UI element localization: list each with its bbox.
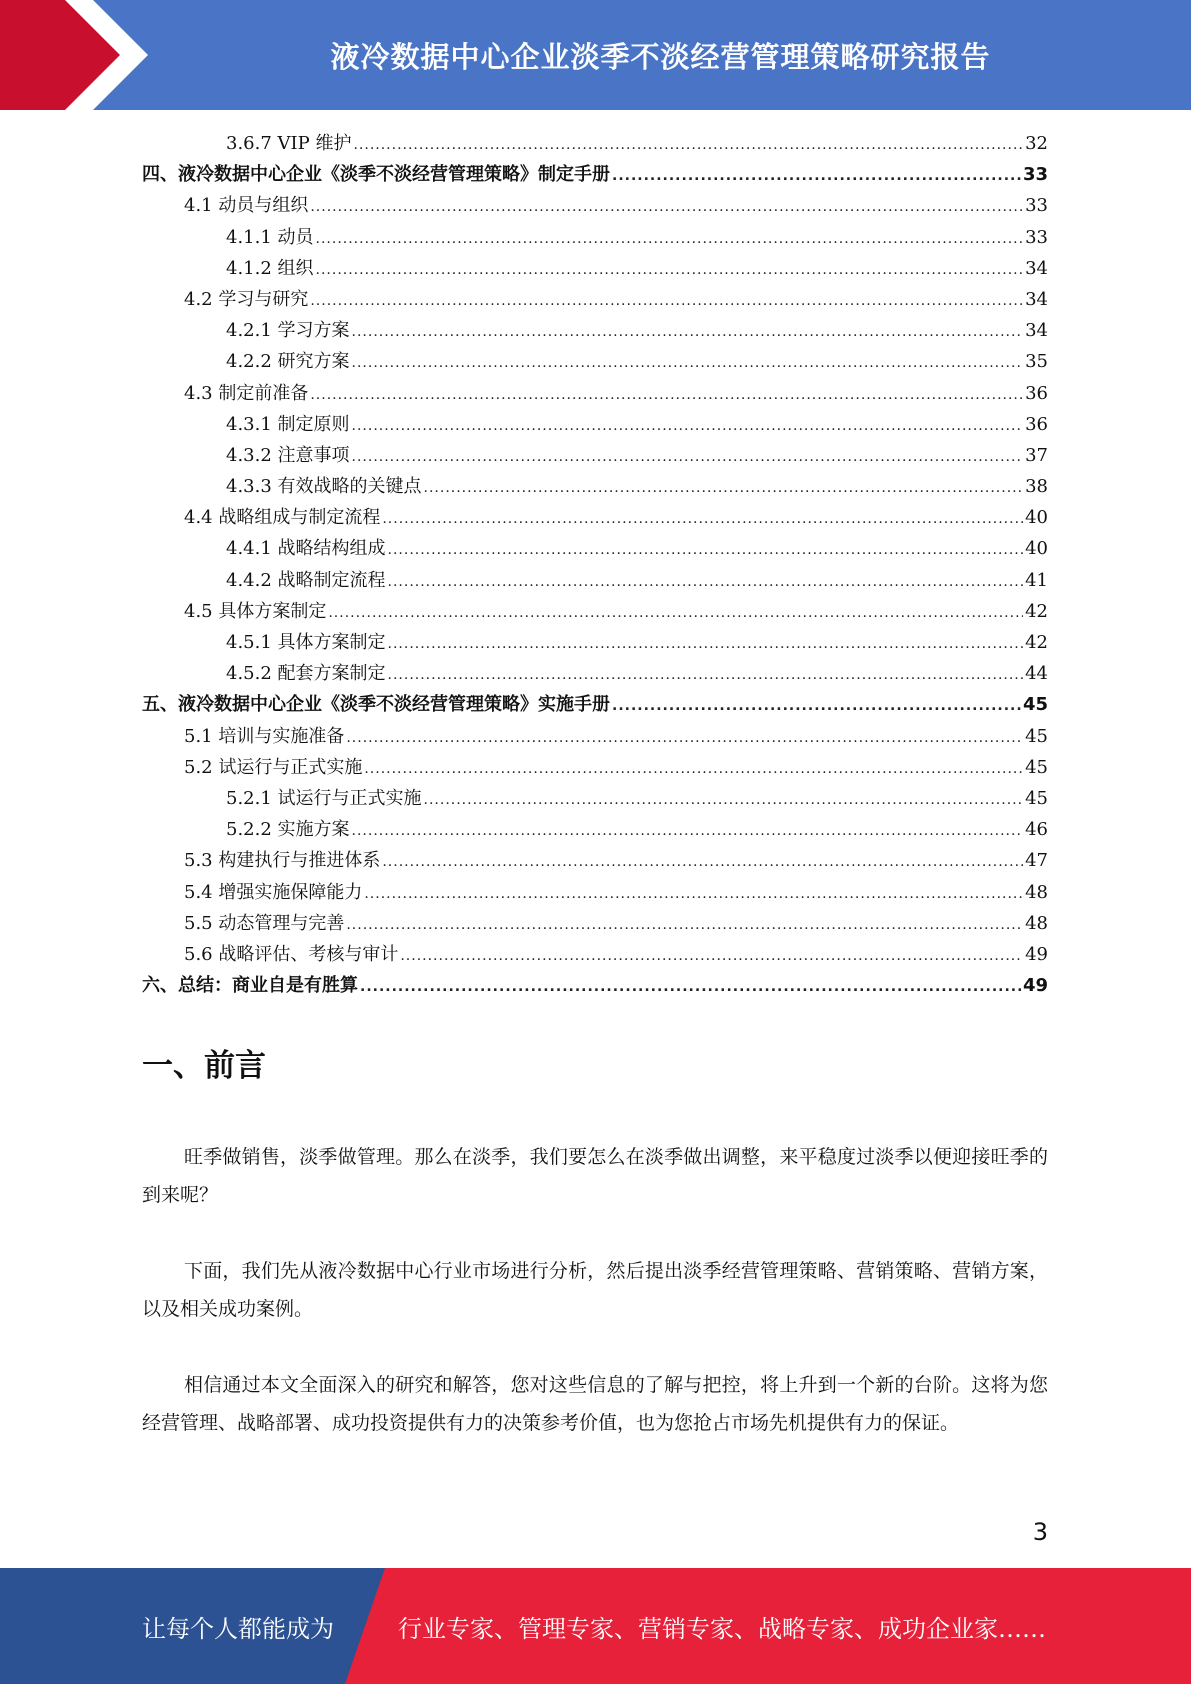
toc-leader-dots bbox=[310, 380, 1023, 411]
toc-entry-label: 5.2.2 实施方案 bbox=[226, 819, 350, 841]
toc-leader-dots bbox=[364, 879, 1023, 910]
toc-entry-label: 5.2 试运行与正式实施 bbox=[184, 756, 363, 778]
toc-leader-dots bbox=[388, 629, 1024, 660]
toc-entry[interactable] bbox=[142, 814, 1048, 845]
toc-entry[interactable] bbox=[142, 752, 1048, 783]
toc-leader-dots bbox=[388, 567, 1024, 598]
page-footer bbox=[0, 1568, 1191, 1684]
toc-entry[interactable] bbox=[142, 471, 1048, 502]
toc-entry[interactable] bbox=[142, 253, 1048, 284]
toc-entry-label: 4.1.1 动员 bbox=[226, 226, 314, 248]
toc-entry-label: 4.2.2 研究方案 bbox=[226, 351, 350, 373]
toc-entry[interactable] bbox=[142, 877, 1048, 908]
toc-entry-page: 34 bbox=[1025, 320, 1048, 342]
toc-leader-dots bbox=[352, 348, 1024, 379]
toc-entry-page: 36 bbox=[1025, 382, 1048, 404]
toc-leader-dots bbox=[382, 504, 1023, 535]
toc-entry-label: 5.5 动态管理与完善 bbox=[184, 912, 345, 934]
toc-leader-dots bbox=[424, 473, 1024, 504]
toc-leader-dots bbox=[388, 660, 1024, 691]
toc-entry-page: 49 bbox=[1025, 943, 1048, 965]
toc-entry-label: 3.6.7 VIP 维护 bbox=[226, 133, 352, 154]
toc-entry-label: 4.2 学习与研究 bbox=[184, 288, 309, 310]
toc-entry-page: 45 bbox=[1025, 787, 1048, 809]
toc-leader-dots bbox=[352, 442, 1024, 473]
toc-leader-dots bbox=[388, 535, 1024, 566]
toc-entry[interactable] bbox=[142, 315, 1048, 346]
toc-entry-label: 5.3 构建执行与推进体系 bbox=[184, 850, 381, 872]
toc-entry[interactable] bbox=[142, 970, 1048, 1001]
toc-entry[interactable] bbox=[142, 222, 1048, 253]
toc-entry-page: 49 bbox=[1022, 975, 1048, 997]
toc-entry-page: 36 bbox=[1025, 413, 1048, 435]
body-paragraph-1: 旺季做销售，淡季做管理。那么在淡季，我们要怎么在淡季做出调整，来平稳度过淡季以便迎接旺季的到来呢？ bbox=[142, 1146, 1048, 1206]
toc-entry-label: 5.2.1 试运行与正式实施 bbox=[226, 787, 422, 809]
toc-entry[interactable] bbox=[142, 845, 1048, 876]
toc-entry-page: 42 bbox=[1025, 600, 1048, 622]
toc-leader-dots bbox=[612, 691, 1021, 722]
toc-entry[interactable] bbox=[142, 939, 1048, 970]
toc-entry[interactable] bbox=[142, 284, 1048, 315]
table-of-contents bbox=[142, 128, 1048, 1001]
toc-entry-page: 32 bbox=[1025, 133, 1048, 154]
header-title: 液冷数据中心企业淡季不淡经营管理策略研究报告 bbox=[330, 39, 991, 74]
toc-leader-dots bbox=[400, 941, 1023, 972]
toc-leader-dots bbox=[424, 785, 1024, 816]
toc-leader-dots bbox=[364, 754, 1023, 785]
toc-leader-dots bbox=[353, 130, 1023, 161]
toc-leader-dots bbox=[310, 286, 1023, 317]
toc-entry[interactable] bbox=[142, 440, 1048, 471]
toc-entry-page: 48 bbox=[1025, 912, 1048, 934]
header-arrow-decoration bbox=[0, 0, 160, 110]
toc-leader-dots bbox=[612, 161, 1021, 192]
toc-entry-label: 4.2.1 学习方案 bbox=[226, 320, 350, 342]
toc-entry-page: 33 bbox=[1025, 226, 1048, 248]
toc-entry-label: 4.5.1 具体方案制定 bbox=[226, 632, 386, 653]
toc-leader-dots bbox=[352, 816, 1024, 847]
toc-entry-label: 4.4 战略组成与制定流程 bbox=[184, 507, 381, 529]
toc-entry[interactable] bbox=[142, 346, 1048, 377]
toc-entry-label: 4.5.2 配套方案制定 bbox=[226, 663, 386, 685]
toc-entry-label: 4.1.2 组织 bbox=[226, 257, 314, 279]
toc-entry[interactable] bbox=[142, 159, 1048, 190]
toc-entry-page: 34 bbox=[1025, 288, 1048, 310]
toc-entry-page: 40 bbox=[1025, 538, 1048, 560]
toc-entry-label: 5.6 战略评估、考核与审计 bbox=[184, 943, 399, 965]
toc-entry-label: 4.3.2 注意事项 bbox=[226, 444, 350, 466]
toc-entry[interactable] bbox=[142, 689, 1048, 720]
toc-leader-dots bbox=[310, 192, 1023, 223]
toc-entry-page: 33 bbox=[1025, 195, 1048, 217]
toc-leader-dots bbox=[316, 255, 1024, 286]
toc-entry-page: 35 bbox=[1025, 351, 1048, 373]
toc-entry-label: 五、液冷数据中心企业《淡季不淡经营管理策略》实施手册 bbox=[142, 694, 610, 716]
toc-entry-label: 4.4.2 战略制定流程 bbox=[226, 569, 386, 591]
toc-entry-page: 40 bbox=[1025, 507, 1048, 529]
toc-entry-page: 38 bbox=[1025, 476, 1048, 498]
toc-leader-dots bbox=[328, 598, 1023, 629]
toc-entry[interactable] bbox=[142, 596, 1048, 627]
toc-entry[interactable] bbox=[142, 565, 1048, 596]
toc-entry-page: 47 bbox=[1025, 850, 1048, 872]
toc-entry-page: 45 bbox=[1022, 694, 1048, 716]
toc-entry-page: 45 bbox=[1025, 725, 1048, 747]
section-heading: 一、前言 bbox=[142, 1048, 266, 1084]
toc-entry-page: 45 bbox=[1025, 756, 1048, 778]
toc-leader-dots bbox=[346, 723, 1023, 754]
toc-entry[interactable] bbox=[142, 783, 1048, 814]
toc-entry[interactable] bbox=[142, 190, 1048, 221]
toc-leader-dots bbox=[360, 972, 1021, 1003]
toc-entry[interactable] bbox=[142, 658, 1048, 689]
toc-entry-page: 48 bbox=[1025, 881, 1048, 903]
toc-entry-page: 34 bbox=[1025, 257, 1048, 279]
toc-entry-label: 5.4 增强实施保障能力 bbox=[184, 881, 363, 903]
page-number: 3 bbox=[1032, 1518, 1048, 1546]
toc-entry-page: 44 bbox=[1025, 663, 1048, 685]
toc-leader-dots bbox=[352, 411, 1024, 442]
toc-entry-label: 四、液冷数据中心企业《淡季不淡经营管理策略》制定手册 bbox=[142, 164, 610, 186]
toc-entry-page: 46 bbox=[1025, 819, 1048, 841]
body-paragraph-2: 下面，我们先从液冷数据中心行业市场进行分析，然后提出淡季经营管理策略、营销策略、营销方案，以及相关成功案例。 bbox=[142, 1260, 1048, 1320]
footer-slogan-right: 行业专家、管理专家、营销专家、战略专家、成功企业家…… bbox=[398, 1614, 1046, 1643]
toc-entry-label: 4.3 制定前准备 bbox=[184, 382, 309, 404]
toc-leader-dots bbox=[352, 317, 1024, 348]
toc-entry-label: 4.3.1 制定原则 bbox=[226, 413, 350, 435]
toc-entry-label: 4.1 动员与组织 bbox=[184, 195, 309, 217]
toc-entry[interactable] bbox=[142, 502, 1048, 533]
page-header bbox=[0, 0, 1191, 110]
footer-slogan-left: 让每个人都能成为 bbox=[142, 1614, 334, 1643]
toc-entry[interactable] bbox=[142, 533, 1048, 564]
toc-entry[interactable] bbox=[142, 908, 1048, 939]
toc-entry-page: 42 bbox=[1025, 632, 1048, 653]
toc-leader-dots bbox=[316, 224, 1024, 255]
toc-leader-dots bbox=[382, 847, 1023, 878]
toc-entry-label: 六、总结：商业自是有胜算 bbox=[142, 975, 358, 997]
toc-entry-page: 37 bbox=[1025, 444, 1048, 466]
toc-leader-dots bbox=[346, 910, 1023, 941]
toc-entry[interactable] bbox=[142, 627, 1048, 658]
toc-entry[interactable] bbox=[142, 721, 1048, 752]
toc-entry[interactable] bbox=[142, 128, 1048, 159]
toc-entry-label: 4.3.3 有效战略的关键点 bbox=[226, 476, 422, 498]
toc-entry-label: 4.4.1 战略结构组成 bbox=[226, 538, 386, 560]
body-paragraph-3: 相信通过本文全面深入的研究和解答，您对这些信息的了解与把控，将上升到一个新的台阶。这将为您经营管理、战略部署、成功投资提供有力的决策参考价值，也为您抢占市场先机提供有力的保证。 bbox=[142, 1374, 1048, 1434]
toc-entry-label: 4.5 具体方案制定 bbox=[184, 600, 327, 622]
toc-entry[interactable] bbox=[142, 409, 1048, 440]
toc-entry-label: 5.1 培训与实施准备 bbox=[184, 725, 345, 747]
toc-entry-page: 33 bbox=[1022, 164, 1048, 186]
toc-entry[interactable] bbox=[142, 378, 1048, 409]
toc-entry-page: 41 bbox=[1025, 569, 1048, 591]
